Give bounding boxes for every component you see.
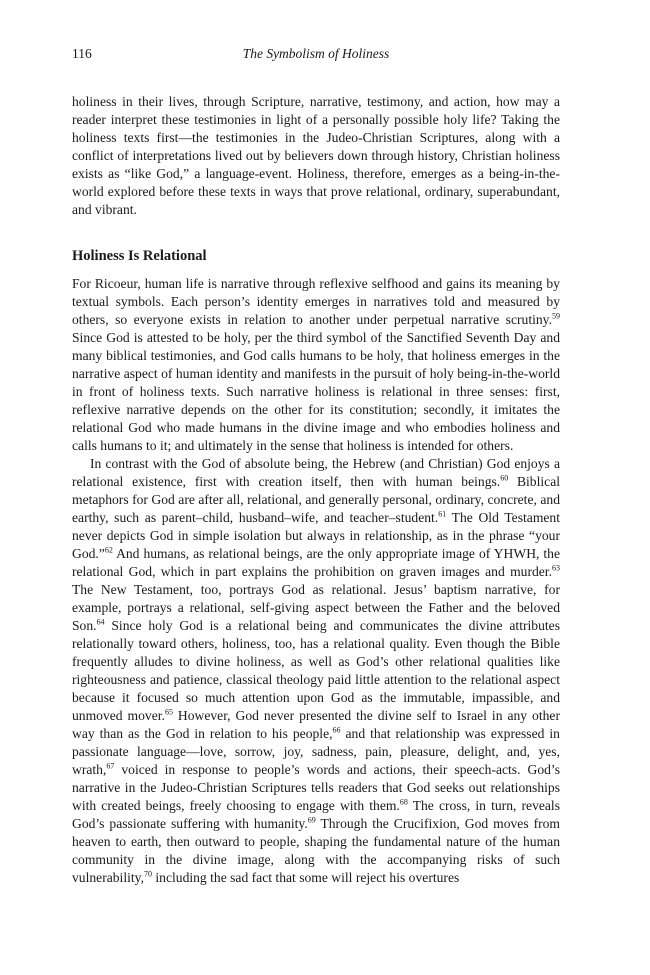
section-heading: Holiness Is Relational (72, 248, 207, 264)
footnote-reference: 65 (164, 707, 173, 717)
footnote-reference: 64 (96, 617, 105, 627)
footnote-reference: 61 (438, 509, 447, 519)
text-run: However, God never presented the divine self to Israel in any other way than as the God in relation to his people, (72, 708, 560, 741)
page-number: 116 (72, 46, 92, 61)
text-run: And humans, as relational beings, are the only appropriate image of YHWH, the relational God, which in part explains the prohibition on graven images and murder. (72, 546, 560, 579)
footnote-reference: 59 (552, 311, 560, 321)
footnote-reference: 68 (399, 797, 408, 807)
footnote-reference: 67 (106, 761, 115, 771)
text-run: and that relationship was expressed in passionate language—love, sorrow, joy, sadness, pain, pleasure, delight, and, yes, wrath, (72, 726, 560, 777)
text-run: The cross, in turn, reveals God’s passionate suffering with humanity. (72, 798, 560, 831)
footnote-reference: 70 (143, 869, 152, 879)
footnote-reference: 60 (500, 473, 509, 483)
text-run: In contrast with the God of absolute being, the Hebrew (and Christian) God enjoys a relational existence, first with creation itself, then with human beings. (72, 456, 560, 489)
text-run: For Ricoeur, human life is narrative through reflexive selfhood and gains its meaning by textual symbols. Each person’s identity emerges in narratives told and measured by others, so everyone exists in relation to another under perpetual narrative scrutiny. (72, 276, 560, 327)
text-run: The Old Testament never depicts God in simple isolation but always in relationship, as in the phrase “your God.” (72, 510, 561, 561)
text-run: The New Testament, too, portrays God as relational. Jesus’ baptism narrative, for example, portrays a relational, self-giving aspect between the Father and the beloved Son. (72, 582, 560, 633)
section-paragraph-2 (72, 455, 560, 887)
text-run: Through the Crucifixion, God moves from heaven to earth, then outward to people, shaping the fundamental nature of the human community in the divine image, along with the accompanying risks of such vulnerability, (72, 816, 560, 885)
footnote-reference: 66 (332, 725, 341, 735)
text-run: Since holy God is a relational being and communicates the divine attributes relationally toward others, holiness, too, has a relational quality. Even though the Bible frequently alludes to divine holiness, as well as God’s other relational qualities like righteousness and patience, classical theology paid little attention to the relational aspect because it focused so much attention upon God as the immutable, impassible, and unmoved mover. (72, 618, 560, 723)
footnote-reference: 69 (307, 815, 316, 825)
running-title: The Symbolism of Holiness (242, 46, 390, 61)
footnote-reference: 62 (104, 545, 113, 555)
footnote-reference: 63 (552, 563, 560, 573)
text-run: including the sad fact that some will reject his overtures (151, 870, 460, 885)
text-run: Since God is attested to be holy, per the third symbol of the Sanctified Seventh Day and many biblical testimonies, and God calls humans to be holy, that holiness emerges in the narrative aspect of human identity and manifests in the pursuit of holy being-in-the-world in front of holiness texts. Such narrative holiness is relational in three senses: first, reflexive narrative depends on the other for its constitution; secondly, it imitates the relational God who made humans in the divine image and who embodies holiness and calls humans to it; and ultimately in the sense that holiness is intended for others. (72, 330, 560, 453)
section-paragraph-1 (72, 275, 560, 455)
running-header (72, 46, 560, 66)
book-page (72, 46, 560, 887)
text-run: voiced in response to people’s words and actions, their speech-acts. God’s narrative in the Judeo-Christian Scriptures tells readers that God seeks out relationships with created beings, freely choosing to engage with them. (72, 762, 560, 813)
text-run: Biblical metaphors for God are after all, relational, and generally personal, ordinary, concrete, and earthy, such as parent–child, husband–wife, and teacher–student. (72, 474, 561, 525)
opening-paragraph: holiness in their lives, through Scripture, narrative, testimony, and action, how may a reader interpret these testimonies in light of a personally possible holy life? Taking the holiness texts first—the testimonies in the Judeo-Christian Scriptures, along with a conflict of interpretations lived out by believers down through history, Christian holiness exists as “like God,” a language-event. Holiness, therefore, emerges as a being-in-the-world explored before these texts in ways that prove relational, ordinary, superabundant, and vibrant. (72, 94, 560, 217)
